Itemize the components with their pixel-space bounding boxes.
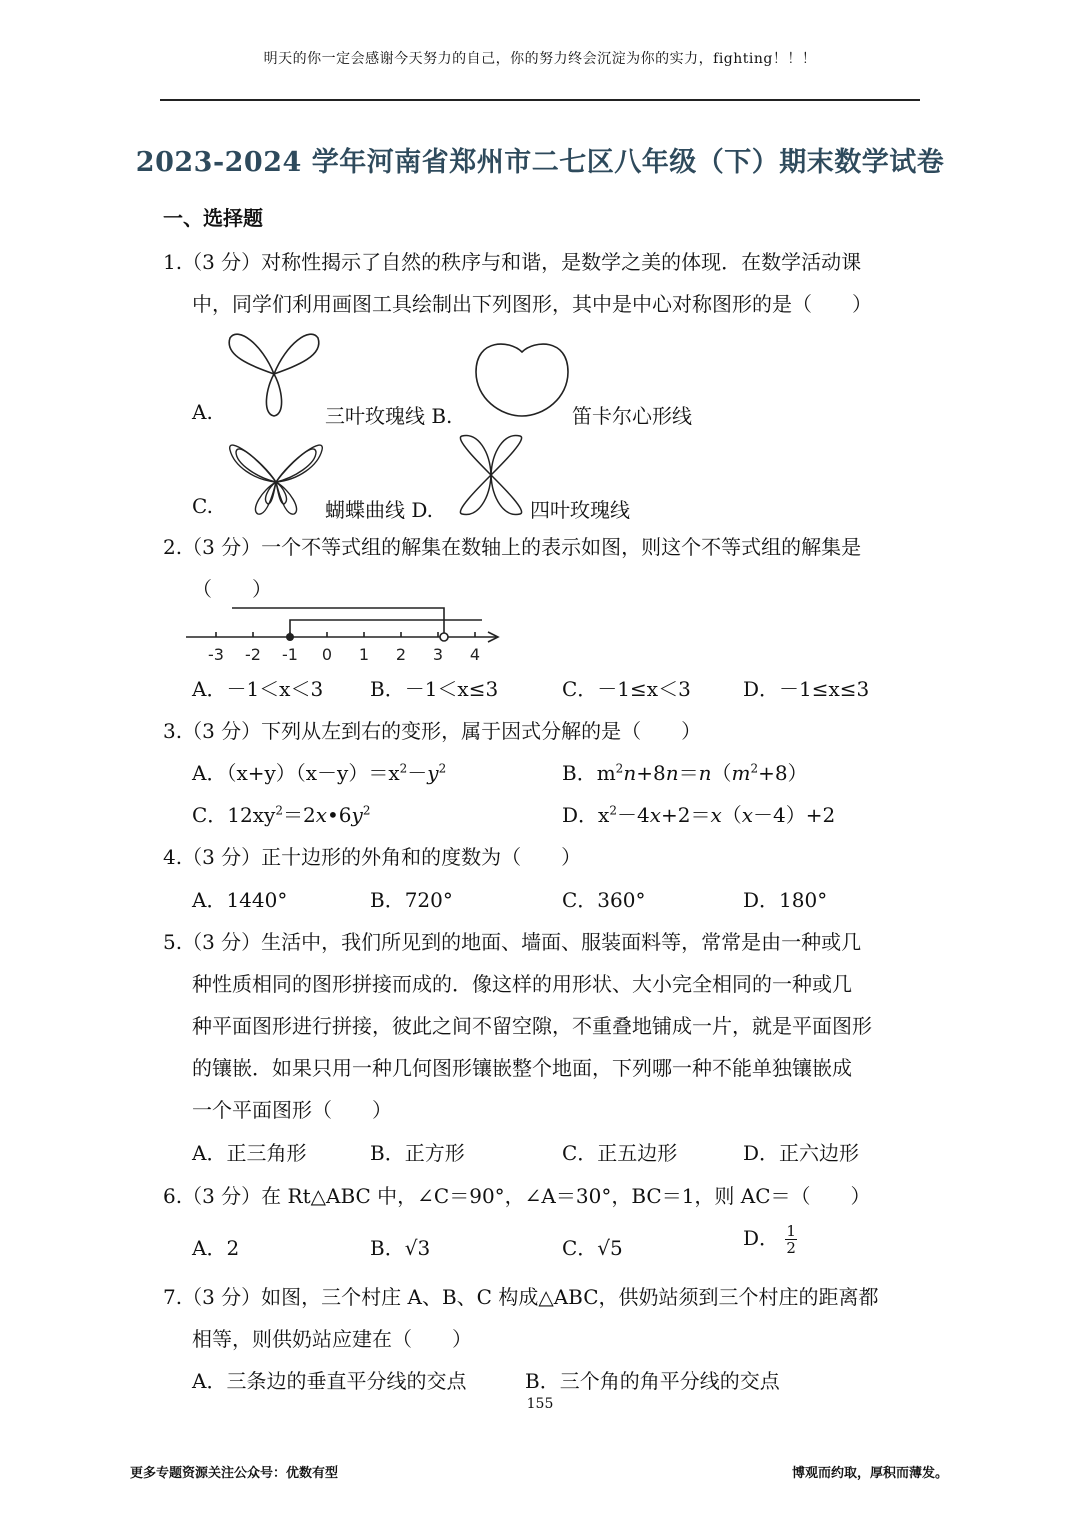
q6-option-d: D． $\frac{1}{2}$ [743, 1222, 796, 1257]
q3-option-b: B．$m^2n+8n=n(m^2+8)$ [562, 761, 808, 785]
q2-option-b: B．－1＜x≤3 [370, 677, 499, 701]
open-endpoint-marker [440, 633, 448, 641]
q6-option-b: B．√3 [370, 1236, 431, 1260]
q4-option-b: B．720° [370, 888, 453, 912]
header-rule [160, 99, 920, 101]
q7-option-b: B．三个角的角平分线的交点 [525, 1369, 780, 1393]
q1-option-c-text: 蝴蝶曲线 D. [325, 498, 434, 522]
butterfly-curve-figure [224, 430, 328, 520]
q5-line3: 种平面图形进行拼接，彼此之间不留空隙，不重叠地铺成一片，就是平面图形 [192, 1014, 872, 1038]
header-motto: 明天的你一定会感谢今天努力的自己，你的努力终会沉淀为你的实力，fighting！！！ [263, 51, 817, 67]
q5-option-a: A．正三角形 [192, 1141, 307, 1165]
fraction-one-half: $\frac{1}{2}$ [786, 1222, 796, 1257]
q6-option-a: A．2 [192, 1236, 240, 1260]
q7-line1: 7.（3 分）如图，三个村庄 A、B、C 构成△ABC，供奶站须到三个村庄的距离都 [163, 1285, 879, 1309]
q1-option-a-text: 三叶玫瑰线 B. [325, 404, 453, 428]
q2-option-a: A．－1＜x＜3 [192, 677, 324, 701]
q5-line1: 5.（3 分）生活中，我们所见到的地面、墙面、服装面料等，常常是由一种或几 [163, 930, 862, 954]
q1-option-d-text: 四叶玫瑰线 [530, 498, 630, 522]
q6-option-c: C．√5 [562, 1236, 623, 1260]
q7-option-a: A．三条边的垂直平分线的交点 [192, 1369, 467, 1393]
q5-line2: 种性质相同的图形拼接而成的．像这样的用形状、大小完全相同的一种或几 [192, 972, 852, 996]
q3-option-a: A．$(x+y)(x-y)=x^2-y^2$ [192, 761, 447, 785]
q4-option-c: C．360° [562, 888, 646, 912]
q2-line1: 2.（3 分）一个不等式组的解集在数轴上的表示如图，则这个不等式组的解集是 [163, 535, 862, 559]
q7-line2: 相等，则供奶站应建在（ ） [192, 1327, 472, 1351]
footer-right-text: 博观而约取，厚积而薄发。 [791, 1466, 948, 1481]
axis-tick-label: -1 [282, 645, 298, 664]
q5-option-c: C．正五边形 [562, 1141, 678, 1165]
footer-left-text: 更多专题资源关注公众号：优数有型 [130, 1466, 339, 1481]
q5-option-d: D．正六边形 [743, 1141, 860, 1165]
q2-line2: （ ） [192, 577, 272, 601]
section-heading: 一、选择题 [163, 206, 263, 230]
three-leaf-rose-figure [222, 326, 326, 418]
q4-line1: 4.（3 分）正十边形的外角和的度数为（ ） [163, 845, 582, 869]
four-leaf-rose-figure [448, 432, 534, 518]
q1-option-a-letter: A. [192, 400, 213, 424]
axis-tick-label: -3 [208, 645, 224, 664]
q2-option-d: D．－1≤x≤3 [743, 677, 870, 701]
axis-tick-label: 2 [395, 645, 407, 664]
q5-line5: 一个平面图形（ ） [192, 1098, 392, 1122]
q6-line1: 6.（3 分）在 Rt△ABC 中，∠C＝90°，∠A＝30°，BC＝1，则 AC＝（ ） [163, 1184, 871, 1208]
cardioid-figure [470, 338, 574, 420]
q3-option-d: D．$x^2-4x+2=x(x-4)+2$ [562, 803, 836, 827]
exam-title: 2023-2024 学年河南省郑州市二七区八年级（下）期末数学试卷 [135, 147, 945, 178]
q1-line2: 中，同学们利用画图工具绘制出下列图形，其中是中心对称图形的是（ ） [192, 292, 872, 316]
q4-option-a: A．1440° [192, 888, 288, 912]
number-line-figure [182, 600, 512, 664]
axis-tick-label: 4 [469, 645, 481, 664]
q5-line4: 的镶嵌．如果只用一种几何图形镶嵌整个地面，下列哪一种不能单独镶嵌成 [192, 1056, 852, 1080]
q1-option-b-text: 笛卡尔心形线 [572, 404, 692, 428]
axis-tick-label: 1 [358, 645, 370, 664]
closed-endpoint-marker [286, 633, 294, 641]
axis-tick-label: 0 [321, 645, 333, 664]
q1-option-c-letter: C. [192, 494, 213, 518]
axis-tick-label: -2 [245, 645, 261, 664]
q4-option-d: D．180° [743, 888, 828, 912]
q3-option-c: C．$12xy^2=2x•6y^2$ [192, 803, 371, 827]
q5-option-b: B．正方形 [370, 1141, 465, 1165]
q1-line1: 1.（3 分）对称性揭示了自然的秩序与和谐，是数学之美的体现．在数学活动课 [163, 250, 862, 274]
axis-tick-label: 3 [432, 645, 444, 664]
q3-line1: 3.（3 分）下列从左到右的变形，属于因式分解的是（ ） [163, 719, 702, 743]
q2-option-c: C．－1≤x＜3 [562, 677, 691, 701]
page-number: 155 [526, 1396, 554, 1412]
